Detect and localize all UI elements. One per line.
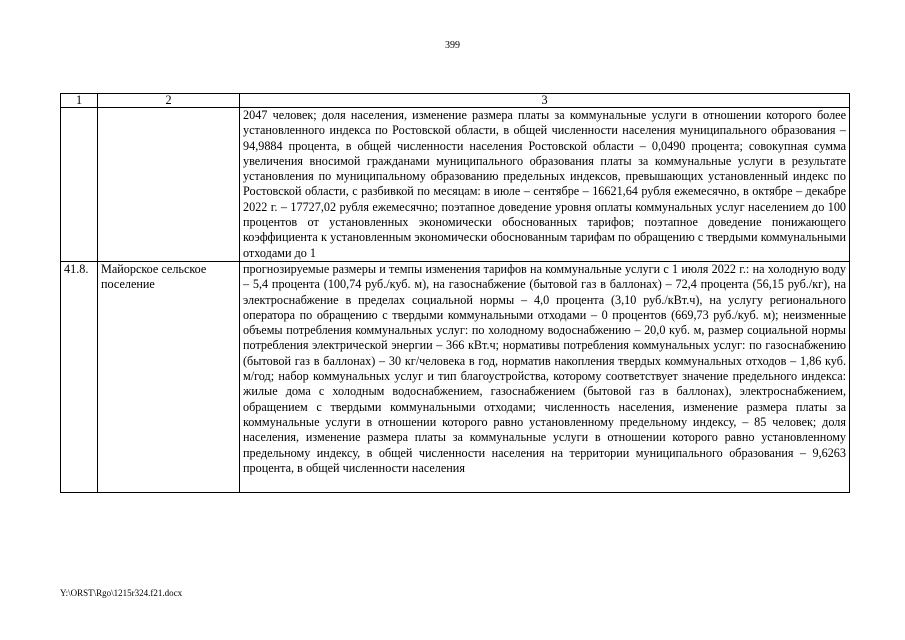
table-row (61, 261, 850, 492)
footer-file-path: Y:\ORST\Rgo\1215r324.f21.docx (60, 588, 183, 598)
column-header-2: 2 (98, 94, 240, 108)
page-number: 399 (445, 40, 460, 51)
row-number-cell (61, 108, 98, 262)
description-text: прогнозируемые размеры и темпы изменения тарифов на коммунальные услуги с 1 июля 2022 г.: на холодную воду – 5,4 процента (100,74 руб./куб. м), на газоснабжение (бытовой газ в баллонах) – 72,4 процента (56,15 руб./кг), на электроснабжение в пределах социальной нормы – 4,0 процента (3,10 руб./кВт.ч), на услугу регионального оператора по обращению с твердыми коммунальными отходами – 0 процентов (669,73 руб./куб. м); неизменные объемы потребления коммунальных услуг: по холодному водоснабжению – 20,0 куб. м, размер социальной нормы потребления электрической энергии – 366 кВт.ч; нормативы потребления коммунальных услуг: по газоснабжению (бытовой газ в баллонах) – 30 кг/человека в год, норматив накопления твердых коммунальных отходов – 1,86 куб. м/год; набор коммунальных услуг и тип благоустройства, которому соответствует значение предельного индекса: жилые дома с холодным водоснабжением, газоснабжением (бытовой газ в баллонах), электроснабжением, обращением с твердыми коммунальными отходами; численность населения, изменение размера платы за коммунальные услуги в отношении которого равно установленному предельному индексу, – 85 человек; доля населения, изменение размера платы за коммунальные услуги в отношении которого равно установленному предельному индексу, в общей численности населения на территории муниципального образования – 9,6263 процента, в общей численности населения (243, 261, 846, 475)
document-table (60, 93, 850, 493)
description-cell (240, 261, 850, 492)
column-header-3: 3 (240, 94, 850, 108)
row-number-cell: 41.8. (61, 261, 98, 492)
column-header-1: 1 (61, 94, 98, 108)
table-header-row (61, 94, 850, 108)
description-cell (240, 108, 850, 262)
description-text: 2047 человек; доля населения, изменение размера платы за коммунальные услуги в отношении которого более установленного индекса по Ростовской области, в общей численности населения муниципального образования – 94,9884 процента, в общей численности населения Ростовской области – 0,0490 процента; совокупная сумма увеличения вносимой гражданами муниципального образования платы за коммунальные услуги в результате установления по муниципальному образованию предельных индексов, превышающих установленный индекс по Ростовской области, с разбивкой по месяцам: в июле – сентябре – 16621,64 рубля ежемесячно, в октябре – декабре 2022 г. – 17727,02 рубля ежемесячно; поэтапное доведение уровня оплаты коммунальных услуг населением до 100 процентов от установленных экономически обоснованных тарифов; поэтапное доведение понижающего коэффициента к установленным экономически обоснованным тарифам по обращению с твердыми коммунальными отходами до 1 (243, 108, 846, 260)
municipality-name-cell: Майорское сельское поселение (98, 261, 240, 492)
municipality-name-cell (98, 108, 240, 262)
table-row (61, 108, 850, 262)
